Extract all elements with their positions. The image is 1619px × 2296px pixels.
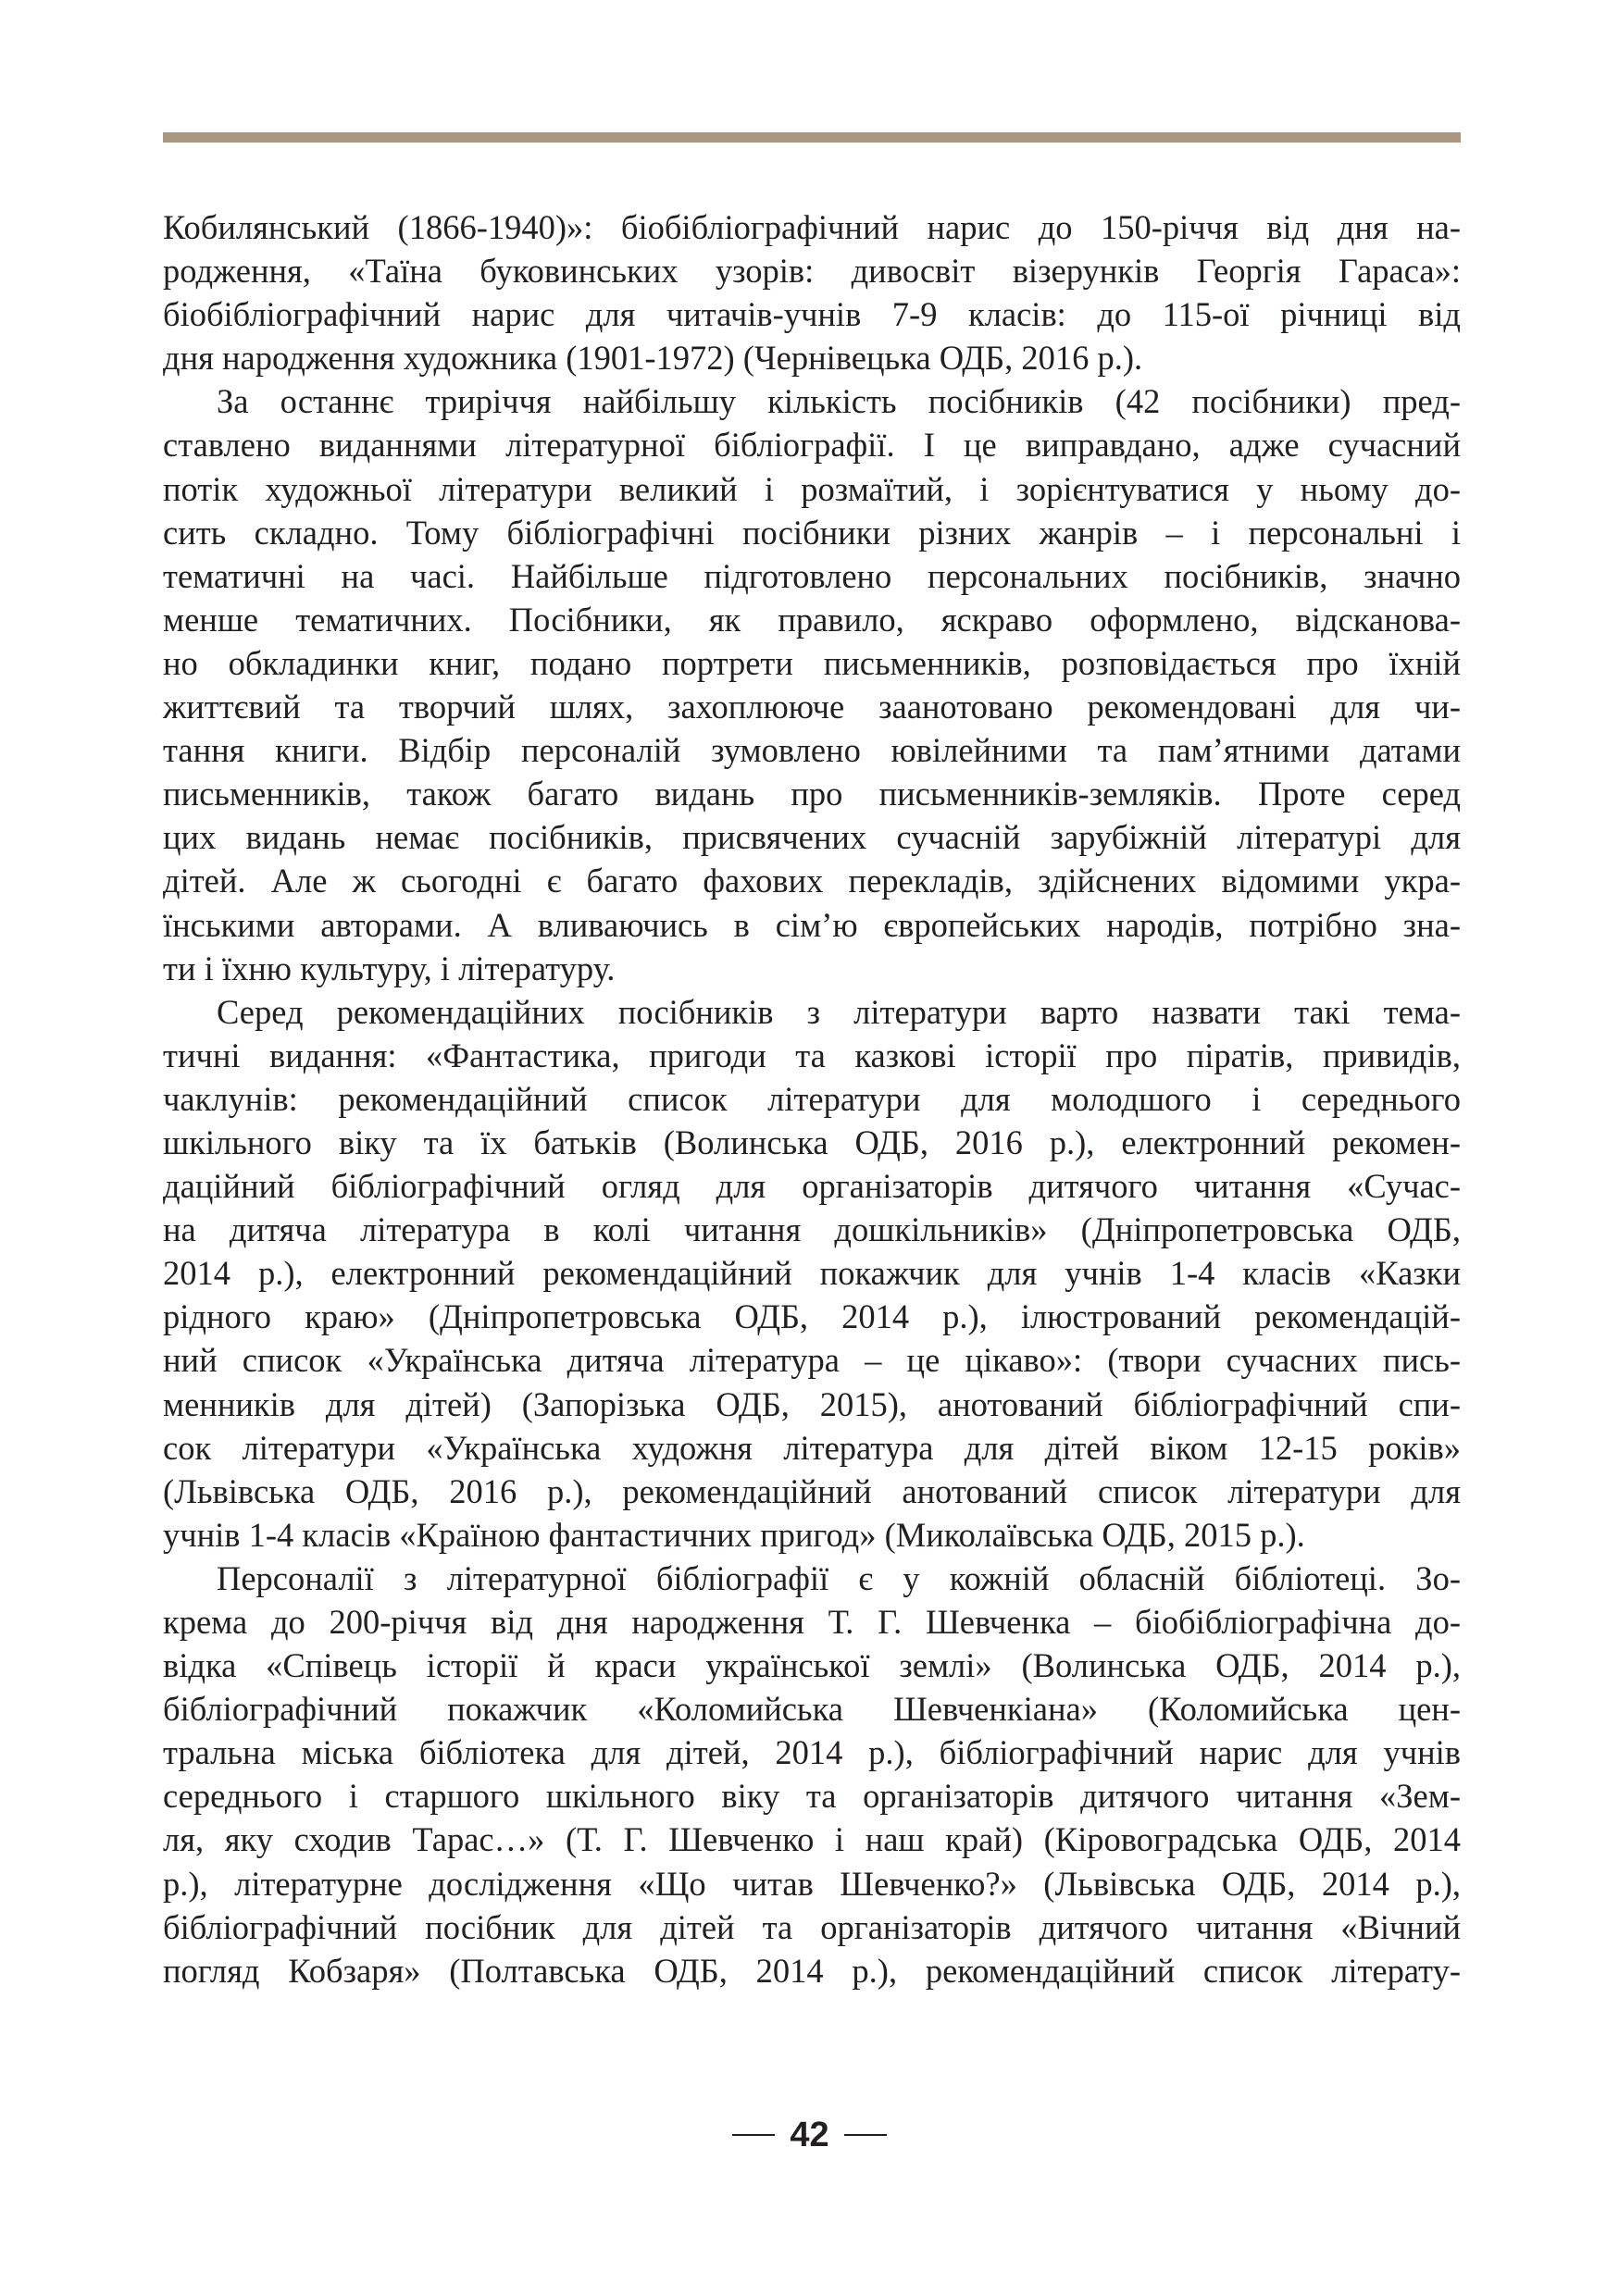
text-line: ставлено виданнями літературної бібліографії. І це виправдано, адже сучасний — [163, 426, 1461, 465]
text-line: р.), літературне дослідження «Що читав Шевченко?» (Львівська ОДБ, 2014 р.), — [163, 1864, 1461, 1903]
paragraph — [163, 379, 1461, 989]
text-line: письменників, також багато видань про письменників-земляків. Проте серед — [163, 775, 1461, 813]
text-line: учнів 1-4 класів «Країною фантастичних пригод» (Миколаївська ОДБ, 2015 р.). — [163, 1515, 1305, 1554]
text-line: бібліографічний посібник для дітей та організаторів дитячого читання «Вічний — [163, 1907, 1461, 1946]
text-line: потік художньої літератури великий і розмаїтий, і зорієнтуватися у ньому до- — [163, 469, 1461, 508]
text-line: родження, «Таїна буковинських узорів: дивосвіт візерунків Георгія Гараса»: — [163, 252, 1461, 291]
text-line: крема до 200-річчя від дня народження Т. Г. Шевченка – біобібліографічна до- — [163, 1603, 1461, 1641]
text-line: ля, яку сходив Тарас…» (Т. Г. Шевченко і наш край) (Кіровоградська ОДБ, 2014 — [163, 1820, 1461, 1859]
header-rule — [163, 132, 1461, 143]
page-number: 42 — [790, 2116, 829, 2154]
text-line: тичні видання: «Фантастика, пригоди та казкові історії про піратів, привидів, — [163, 1036, 1461, 1074]
text-line: но обкладинки книг, подано портрети письменників, розповідається про їхній — [163, 643, 1461, 682]
text-line: тральна міська бібліотека для дітей, 2014 р.), бібліографічний нарис для учнів — [163, 1733, 1461, 1772]
footer-dash-right — [844, 2134, 887, 2136]
paragraph — [163, 990, 1461, 1557]
text-line: бібліографічний покажчик «Коломийська Шевченкіана» (Коломийська цен- — [163, 1690, 1461, 1729]
paragraph — [163, 1557, 1461, 1992]
text-line: ти і їхню культуру, і літературу. — [163, 949, 616, 987]
text-line: чаклунів: рекомендаційний список літератури для молодшого і середнього — [163, 1079, 1461, 1118]
text-line: тематичні на часі. Найбільше підготовлено персональних посібників, значно — [163, 556, 1461, 595]
text-line: їнськими авторами. А вливаючись в сім’ю європейських народів, потрібно зна- — [163, 905, 1461, 944]
paragraph — [163, 205, 1461, 379]
text-line: (Львівська ОДБ, 2016 р.), рекомендаційний анотований список літератури для — [163, 1471, 1461, 1510]
text-line: дня народження художника (1901-1972) (Чернівецька ОДБ, 2016 р.). — [163, 339, 1143, 378]
text-line: цих видань немає посібників, присвячених сучасній зарубіжній літературі для — [163, 818, 1461, 857]
text-line: сить складно. Тому бібліографічні посібники різних жанрів – і персональні і — [163, 513, 1461, 552]
text-line: рідного краю» (Дніпропетровська ОДБ, 2014 р.), ілюстрований рекомендацій- — [163, 1297, 1461, 1336]
text-line: ний список «Українська дитяча література – це цікаво»: (твори сучасних пись- — [163, 1341, 1461, 1380]
footer-dash-left — [732, 2134, 775, 2136]
text-line: Кобилянський (1866-1940)»: біобібліографічний нарис до 150-річчя від дня на- — [163, 208, 1461, 246]
body-text — [163, 205, 1461, 1992]
text-line: біобібліографічний нарис для читачів-учнів 7-9 класів: до 115-ої річниці від — [163, 295, 1461, 334]
text-line: менше тематичних. Посібники, як правило, яскраво оформлено, відсканова- — [163, 600, 1461, 639]
text-line: на дитяча література в колі читання дошкільників» (Дніпропетровська ОДБ, — [163, 1210, 1461, 1249]
text-line: За останнє триріччя найбільшу кількість посібників (42 посібники) пред- — [217, 382, 1461, 421]
text-line: шкільного віку та їх батьків (Волинська ОДБ, 2016 р.), електронний рекомен- — [163, 1123, 1461, 1161]
text-line: відка «Співець історії й краси української землі» (Волинська ОДБ, 2014 р.), — [163, 1646, 1461, 1685]
text-line: погляд Кобзаря» (Полтавська ОДБ, 2014 р.), рекомендаційний список літерату- — [163, 1951, 1461, 1990]
text-line: Персоналії з літературної бібліографії є у кожній обласній бібліотеці. Зо- — [217, 1558, 1461, 1597]
text-line: дітей. Але ж сьогодні є багато фахових перекладів, здійснених відомими укра- — [163, 862, 1461, 900]
text-line: тання книги. Відбір персоналій зумовлено ювілейними та пам’ятними датами — [163, 731, 1461, 770]
text-line: середнього і старшого шкільного віку та організаторів дитячого читання «Зем- — [163, 1777, 1461, 1816]
page-footer — [0, 2112, 1619, 2158]
text-line: життєвий та творчий шлях, захоплююче заанотовано рекомендовані для чи- — [163, 688, 1461, 726]
text-line: Серед рекомендаційних посібників з літератури варто назвати такі тема- — [217, 992, 1461, 1031]
text-line: даційний бібліографічний огляд для організаторів дитячого читання «Сучас- — [163, 1167, 1461, 1206]
text-line: менників для дітей) (Запорізька ОДБ, 2015), анотований бібліографічний спи- — [163, 1384, 1461, 1423]
text-line: сок літератури «Українська художня література для дітей віком 12-15 років» — [163, 1428, 1461, 1467]
text-line: 2014 р.), електронний рекомендаційний покажчик для учнів 1-4 класів «Казки — [163, 1254, 1461, 1293]
